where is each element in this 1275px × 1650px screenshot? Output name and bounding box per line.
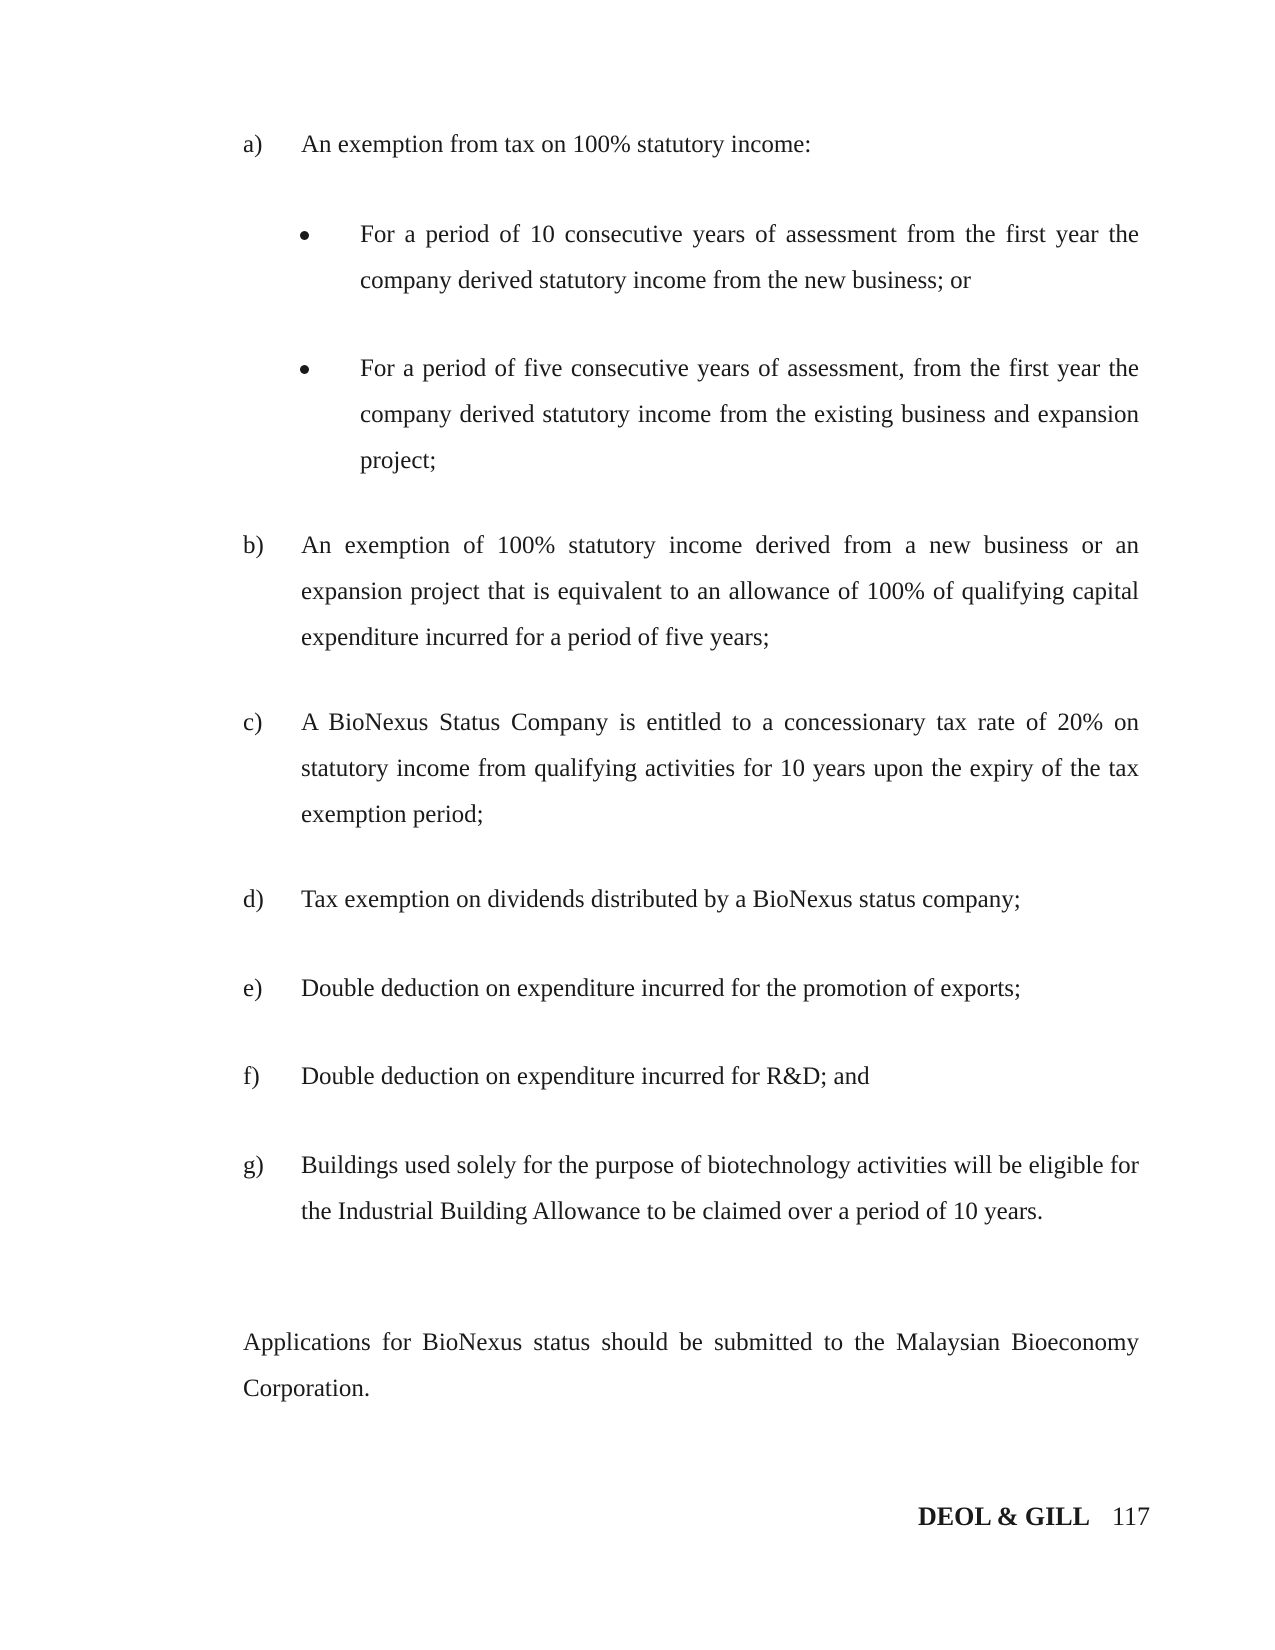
sub-bullet-item [300, 346, 1139, 484]
list-item-c [243, 700, 1139, 838]
list-marker: a) [243, 131, 263, 158]
bullet-icon [300, 365, 309, 374]
list-item-text: An exemption from tax on 100% statutory income: [301, 131, 812, 158]
bullet-icon [300, 231, 309, 240]
sub-bullet-text: For a period of 10 consecutive years of assessment from the first year the company derived statutory income from the new business; or [360, 221, 1139, 294]
list-item-text: A BioNexus Status Company is entitled to a concessionary tax rate of 20% on statutory income from qualifying activities for 10 years upon the expiry of the tax exemption period; [301, 709, 1139, 828]
list-item-text: Buildings used solely for the purpose of biotechnology activities will be eligible for the Industrial Building Allowance to be claimed over a period of 10 years. [301, 1152, 1139, 1225]
list-marker: e) [243, 975, 263, 1002]
page-footer [918, 1497, 1150, 1537]
list-marker: g) [243, 1152, 264, 1179]
list-item-b [243, 523, 1139, 661]
list-item-text: Double deduction on expenditure incurred for the promotion of exports; [301, 975, 1021, 1002]
list-item-text: Double deduction on expenditure incurred for R&D; and [301, 1063, 870, 1090]
list-marker: c) [243, 709, 263, 736]
sub-bullet-item [300, 212, 1139, 304]
list-item-text: Tax exemption on dividends distributed by a BioNexus status company; [301, 886, 1021, 913]
closing-paragraph: Applications for BioNexus status should be submitted to the Malaysian Bioeconomy Corporation. [243, 1329, 1139, 1402]
list-item-a [243, 122, 1139, 168]
footer-brand: DEOL & GILL [918, 1502, 1090, 1531]
list-item-e [243, 966, 1139, 1012]
list-item-g [243, 1143, 1139, 1235]
list-marker: f) [243, 1063, 260, 1090]
list-marker: d) [243, 886, 264, 913]
list-item-d [243, 877, 1139, 923]
list-item-f [243, 1054, 1139, 1100]
sub-bullet-text: For a period of five consecutive years of assessment, from the first year the company derived statutory income from the existing business and expansion project; [360, 355, 1139, 474]
page-number: 117 [1111, 1502, 1150, 1531]
list-marker: b) [243, 532, 264, 559]
list-item-text: An exemption of 100% statutory income derived from a new business or an expansion project that is equivalent to an allowance of 100% of qualifying capital expenditure incurred for a period of five years; [301, 532, 1139, 651]
